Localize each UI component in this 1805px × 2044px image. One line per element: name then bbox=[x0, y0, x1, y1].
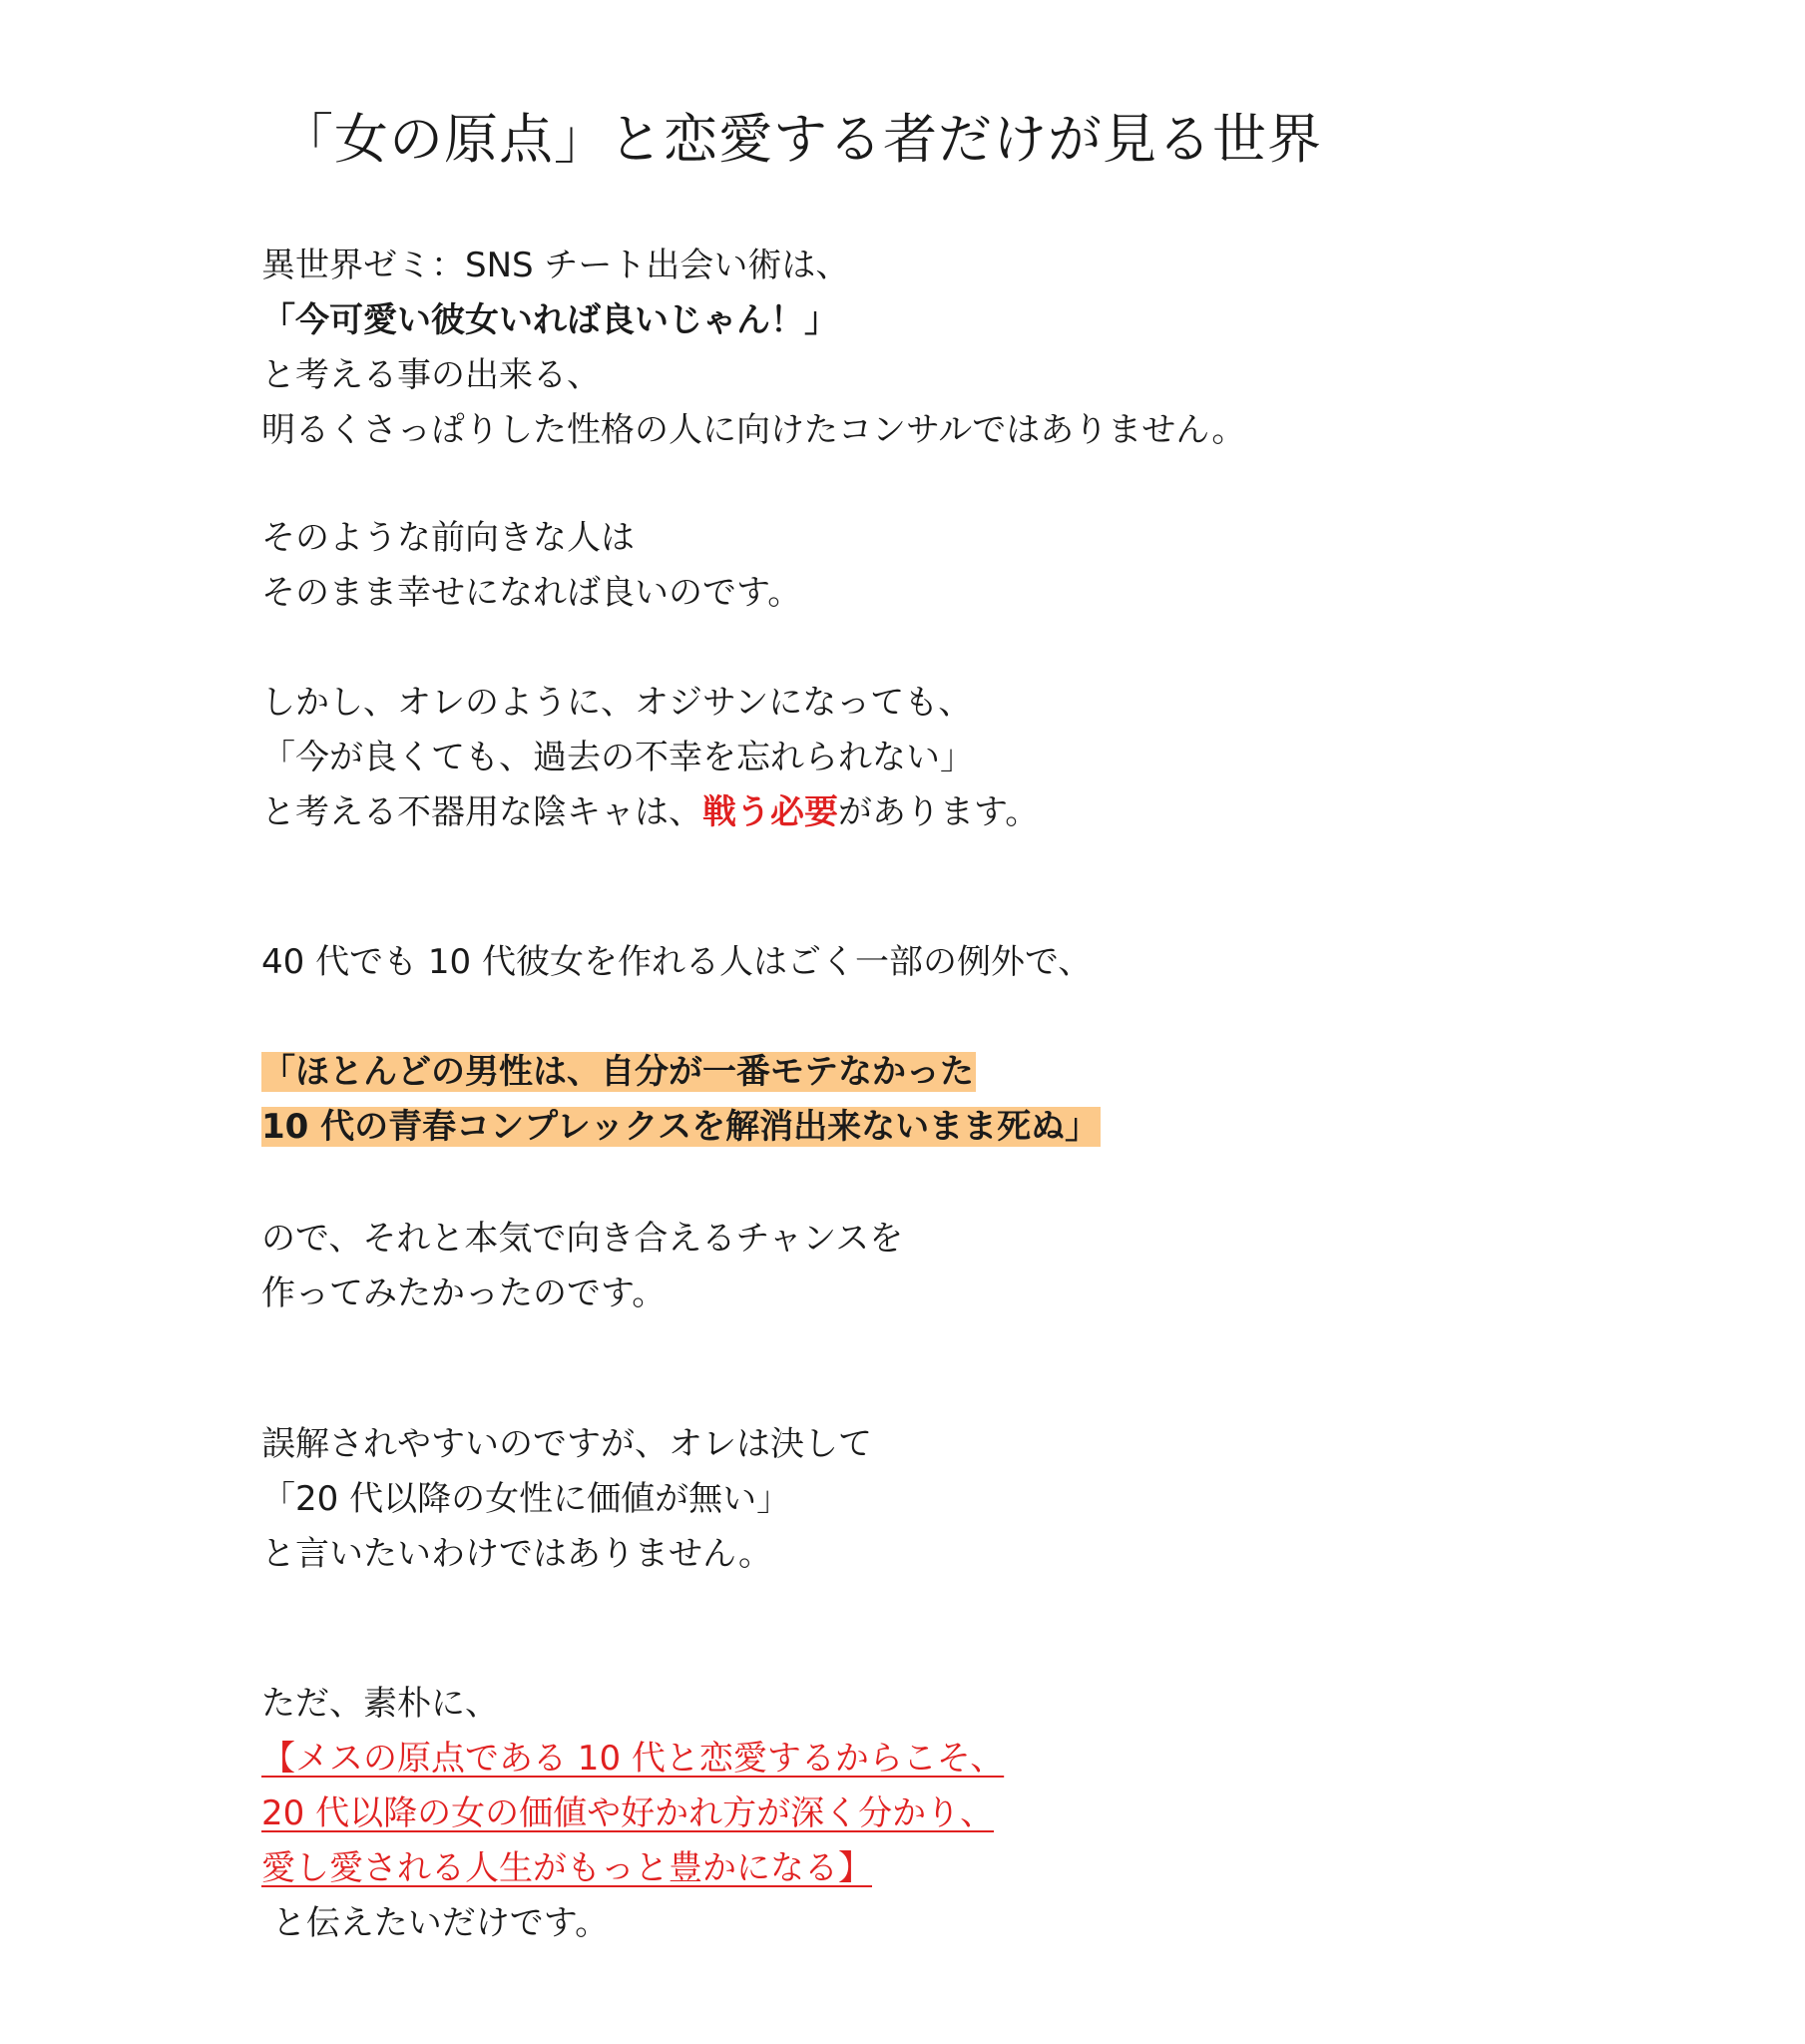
red-underline-text-1: 【メスの原点である 10 代と恋愛するからこそ、 bbox=[261, 1739, 1005, 1779]
paragraph-8-line-5: と伝えたいだけです。 bbox=[261, 1903, 610, 1943]
red-underline-text-3: 愛し愛される人生がもっと豊かになる】 bbox=[261, 1848, 872, 1888]
paragraph-1-line-1: 異世界ゼミ：SNS チート出会い術は、 bbox=[261, 246, 850, 285]
paragraph-2-line-2: そのまま幸せになれば良いのです。 bbox=[261, 573, 802, 613]
paragraph-7-line-2: 「20 代以降の女性に価値が無い」 bbox=[261, 1479, 791, 1519]
document-title: 「女の原点」と恋愛する者だけが見る世界 bbox=[279, 108, 1322, 171]
paragraph-4-line-1: 40 代でも 10 代彼女を作れる人はごく一部の例外で、 bbox=[261, 942, 1093, 982]
paragraph-3-line-3-end: があります。 bbox=[838, 792, 1040, 832]
paragraph-3-line-1: しかし、オレのように、オジサンになっても、 bbox=[261, 683, 973, 723]
red-underline-line-2 bbox=[261, 1789, 994, 1837]
highlight-line-1 bbox=[261, 1048, 976, 1096]
paragraph-7-line-1: 誤解されやすいのですが、オレは決して bbox=[261, 1424, 872, 1464]
red-underline-text-2: 20 代以降の女の価値や好かれ方が深く分かり、 bbox=[261, 1793, 995, 1833]
red-underline-line-3 bbox=[261, 1844, 872, 1892]
red-underline-line-1 bbox=[261, 1735, 1004, 1783]
paragraph-1-line-3: と考える事の出来る、 bbox=[261, 355, 601, 395]
paragraph-6-line-1: ので、それと本気で向き合えるチャンスを bbox=[261, 1219, 904, 1259]
highlight-text-1: 「ほとんどの男性は、自分が一番モテなかった bbox=[261, 1052, 974, 1092]
paragraph-8-line-1: ただ、素朴に、 bbox=[261, 1684, 499, 1724]
paragraph-3-line-3-start: と考える不器用な陰キャは、 bbox=[261, 792, 702, 832]
paragraph-1-line-4: 明るくさっぱりした性格の人に向けたコンサルではありません。 bbox=[261, 410, 1246, 450]
paragraph-3-line-3 bbox=[261, 788, 1039, 836]
paragraph-2-line-1: そのような前向きな人は bbox=[261, 518, 635, 558]
emphasis-red-text: 戦う必要 bbox=[702, 792, 838, 832]
paragraph-3-line-2: 「今が良くても、過去の不幸を忘れられない」 bbox=[261, 738, 974, 777]
highlight-text-2: 10 代の青春コンプレックスを解消出来ないまま死ぬ」 bbox=[261, 1107, 1100, 1147]
highlight-line-2 bbox=[261, 1103, 1101, 1151]
paragraph-6-line-2: 作ってみたかったのです。 bbox=[261, 1274, 667, 1313]
paragraph-1-line-2-bold: 「今可愛い彼女いれば良いじゃん！」 bbox=[261, 300, 838, 340]
paragraph-7-line-3: と言いたいわけではありません。 bbox=[261, 1534, 773, 1574]
